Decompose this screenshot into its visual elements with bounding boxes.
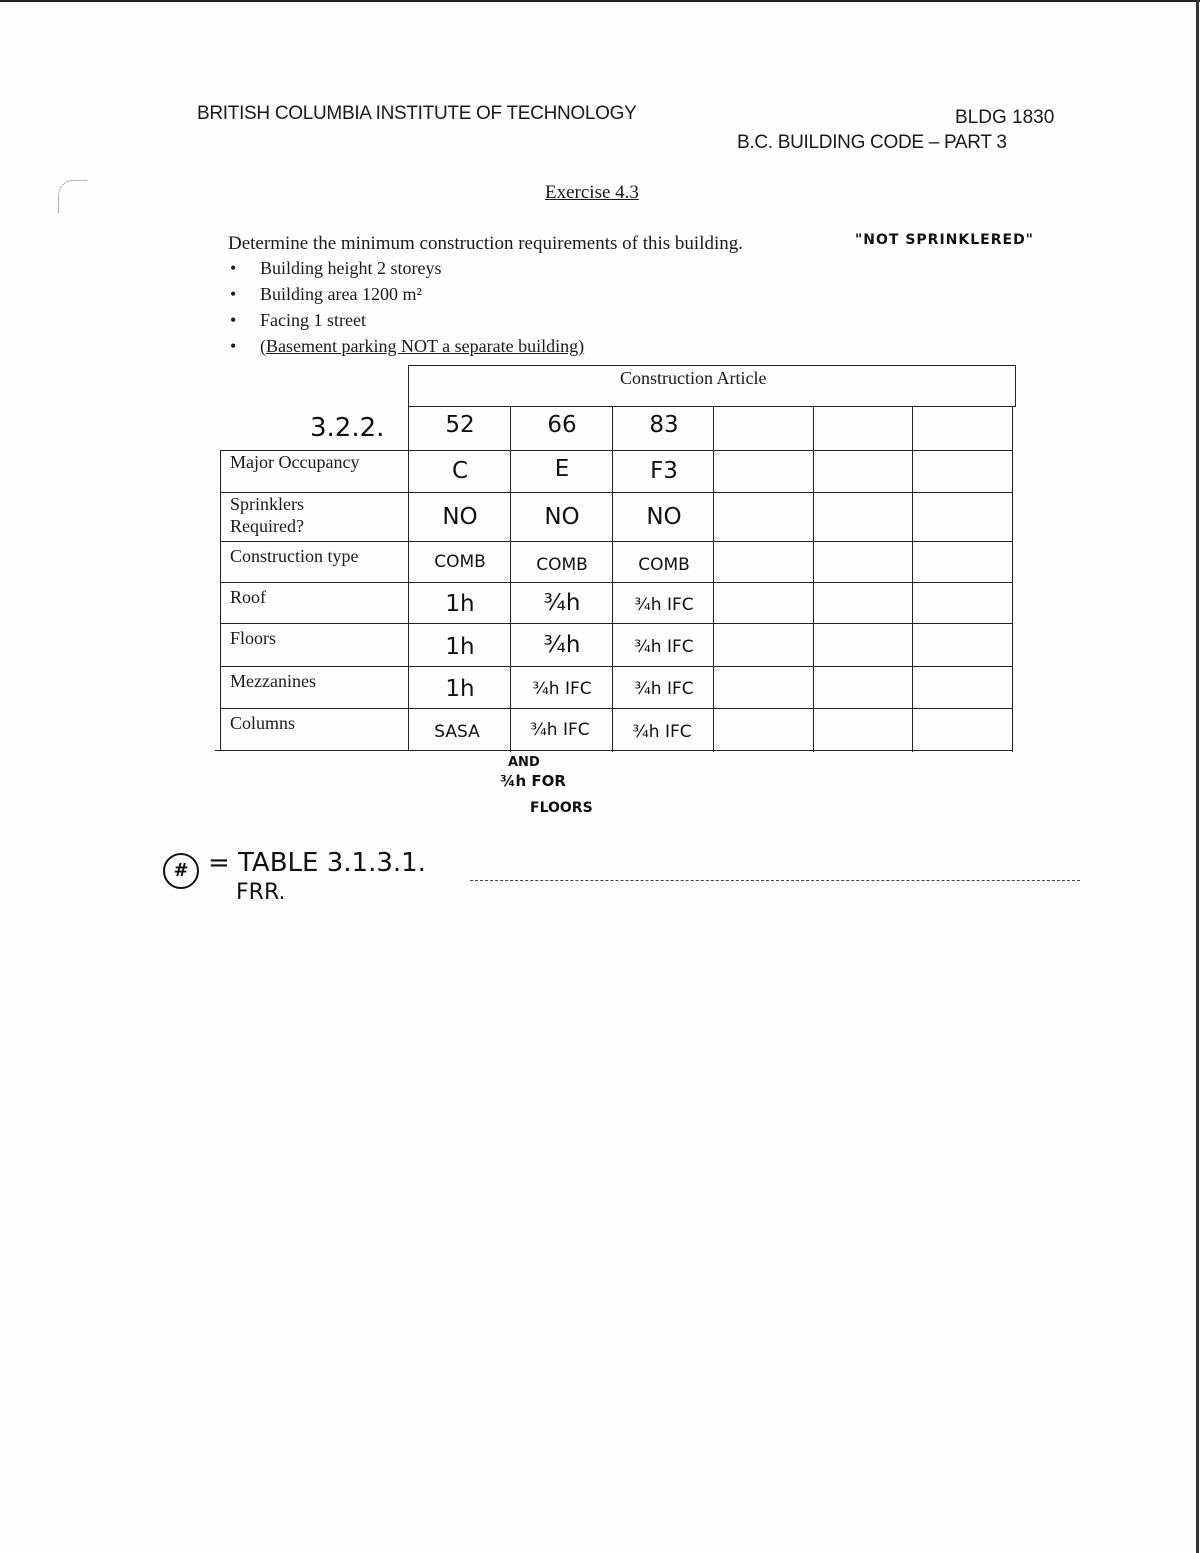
row-label: Columns [230,713,296,733]
table-header: Construction Article [620,368,767,388]
table-cell: ¾h IFC [634,679,694,699]
row-label: Floors [230,628,277,648]
table-cell: 1h [445,676,475,702]
table-cell: COMB [434,552,486,572]
scan-top-edge [0,0,1200,2]
exercise-intro: Determine the minimum construction requirements of this building. [228,233,744,254]
exercise-title: Exercise 4.3 [545,182,639,203]
row-label: Roof [230,587,266,607]
row-label: Major Occupancy [230,452,360,472]
list-item: • Building height 2 storeys [230,258,584,284]
article-number: 66 [547,412,577,438]
table-cell: ¾h [543,632,581,658]
scan-noise-line [470,880,1080,882]
reference-note: FRR. [236,880,286,905]
table-cell: E [554,456,570,482]
handwritten-footnote: FLOORS [530,800,593,816]
table-cell: 1h [445,634,475,660]
row-label: Mezzanines [230,671,316,691]
table-cell: ¾h IFC [634,637,694,657]
row-label: Construction type [230,546,359,566]
table-cell: ¾h [543,590,581,616]
handwritten-note: "NOT SPRINKLERED" [855,232,1034,248]
list-item: • (Basement parking NOT a separate building) [230,336,584,362]
building-parameters [230,258,584,362]
list-item: • Building area 1200 m² [230,284,584,310]
table-cell: 1h [445,591,475,617]
table-cell: NO [646,504,682,530]
row-label: Sprinklers Required? [230,494,304,536]
reference-symbol: # [163,853,199,889]
article-number: 52 [445,412,475,438]
table-cell: NO [544,504,580,530]
article-number: 83 [649,412,679,438]
table-cell: ¾h IFC [530,720,590,740]
table-cell: C [451,458,469,484]
course-code: BLDG 1830 [955,107,1055,128]
article-reference: 3.2.2. [310,413,385,443]
list-item: • Facing 1 street [230,310,584,336]
table-cell: ¾h IFC [632,722,692,742]
table-cell: F3 [650,458,678,484]
table-cell: COMB [638,555,690,575]
handwritten-footnote: ¾h FOR [500,772,566,790]
table-cell: COMB [536,555,588,575]
table-cell: ¾h IFC [634,595,694,615]
handwritten-footnote: AND [508,755,540,770]
scan-mark [58,180,87,213]
course-name: B.C. BUILDING CODE – PART 3 [737,132,1007,153]
table-cell: SASA [434,722,480,742]
scan-right-edge [1196,0,1199,1553]
reference-note: = TABLE 3.1.3.1. [208,848,426,878]
table-cell: ¾h IFC [532,679,592,699]
institution-name: BRITISH COLUMBIA INSTITUTE OF TECHNOLOGY [197,103,637,124]
table-cell: NO [442,504,478,530]
